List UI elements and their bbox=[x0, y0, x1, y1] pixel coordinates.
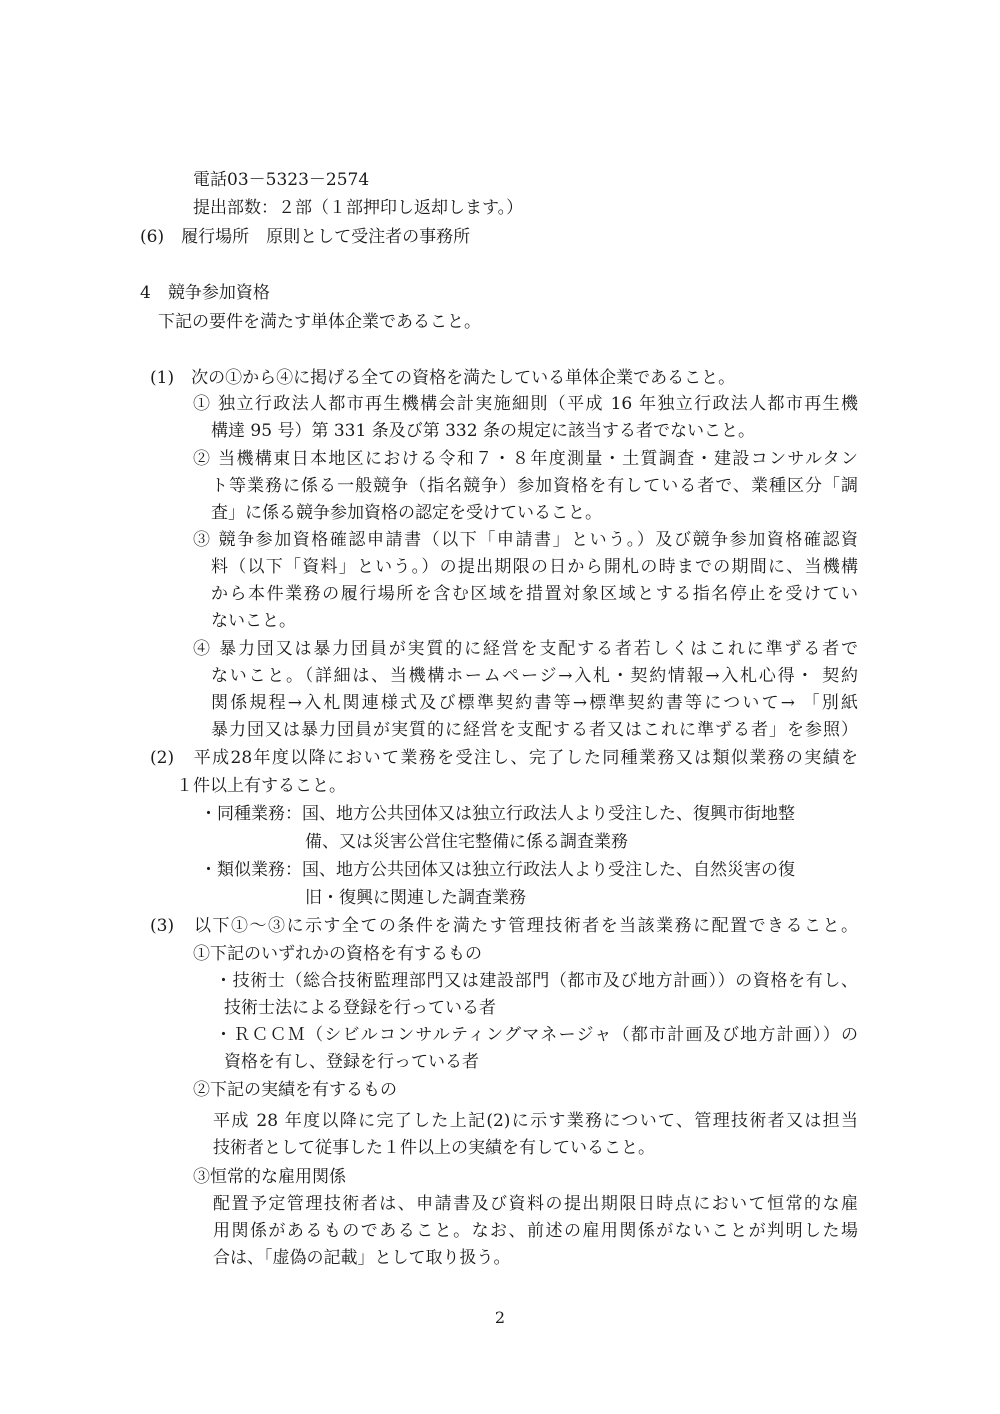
similar-work: 旧・復興に関連した調査業務 bbox=[305, 888, 526, 908]
item-1-3-line: ないこと。 bbox=[211, 611, 296, 631]
item-1-heading: (1) 次の①から④に掲げる全ての資格を満たしている単体企業であること。 bbox=[150, 368, 736, 388]
item-1-3-line: ③ 競争参加資格確認申請書（以下「申請書」という。）及び競争参加資格確認資 bbox=[193, 530, 858, 550]
item-1-4-line: ないこと。（詳細は、当機構ホームページ→入札・契約情報→入札心得・ 契約 bbox=[211, 666, 858, 686]
page-number: 2 bbox=[494, 1308, 506, 1327]
item-3-2-heading: ②下記の実績を有するもの bbox=[193, 1080, 397, 1100]
item-1-3-line: から本件業務の履行場所を含む区域を措置対象区域とする指名停止を受けてい bbox=[211, 584, 858, 604]
item-2-line: １件以上有すること。 bbox=[176, 776, 346, 796]
item-3-3-heading: ③恒常的な雇用関係 bbox=[193, 1167, 346, 1187]
phone-line: 電話03－5323－2574 bbox=[193, 170, 370, 190]
same-type-work: 備、又は災害公営住宅整備に係る調査業務 bbox=[305, 832, 628, 852]
similar-work: ・類似業務：国、地方公共団体又は独立行政法人より受注した、自然災害の復 bbox=[200, 860, 795, 880]
item-2-heading: (2) 平成28年度以降において業務を受注し、完了した同種業務又は類似業務の実績を bbox=[150, 748, 858, 768]
item-3-3-line: 用関係があるものであること。なお、前述の雇用関係がないことが判明した場 bbox=[213, 1221, 858, 1241]
copies-line: 提出部数：２部（１部押印し返却します。） bbox=[193, 198, 524, 218]
item-1-2-line: ト等業務に係る一般競争（指名競争）参加資格を有している者で、業種区分「調 bbox=[211, 476, 858, 496]
item-1-1-line: 構達 95 号）第 331 条及び第 332 条の規定に該当する者でないこと。 bbox=[211, 421, 755, 441]
qualification-line: ・技術士（総合技術監理部門又は建設部門（都市及び地方計画））の資格を有し、 bbox=[215, 971, 858, 991]
item-3-3-line: 合は、「虚偽の記載」として取り扱う。 bbox=[213, 1248, 511, 1268]
section-3-6-heading: (6) 履行場所 原則として受注者の事務所 bbox=[140, 227, 471, 247]
item-1-2-line: ② 当機構東日本地区における令和７・８年度測量・土質調査・建設コンサルタン bbox=[193, 449, 858, 469]
item-3-heading: (3) 以下①～③に示す全ての条件を満たす管理技術者を当該業務に配置できること。 bbox=[150, 916, 858, 936]
item-3-2-line: 技術者として従事した１件以上の実績を有していること。 bbox=[213, 1138, 655, 1158]
qualification-line: 資格を有し、登録を行っている者 bbox=[224, 1052, 479, 1072]
item-1-2-line: 査」に係る競争参加資格の認定を受けていること。 bbox=[211, 503, 602, 523]
item-1-4-line: ④ 暴力団又は暴力団員が実質的に経営を支配する者若しくはこれに準ずる者で bbox=[193, 639, 858, 659]
same-type-work: ・同種業務：国、地方公共団体又は独立行政法人より受注した、復興市街地整 bbox=[200, 804, 795, 824]
item-1-4-line: 暴力団又は暴力団員が実質的に経営を支配する者又はこれに準ずる者」を参照） bbox=[211, 720, 858, 740]
qualification-line: ・ＲＣＣＭ（シビルコンサルティングマネージャ（都市計画及び地方計画））の bbox=[215, 1025, 858, 1045]
section-4-heading: 4 競争参加資格 bbox=[140, 283, 270, 303]
item-1-4-line: 関係規程→入札関連様式及び標準契約書等→標準契約書等について→ 「別紙 bbox=[211, 693, 858, 713]
item-1-3-line: 料（以下「資料」という。）の提出期限の日から開札の時までの期間に、当機構 bbox=[211, 557, 858, 577]
qualification-line: 技術士法による登録を行っている者 bbox=[224, 998, 496, 1018]
item-1-1-line: ① 独立行政法人都市再生機構会計実施細則（平成 16 年独立行政法人都市再生機 bbox=[193, 394, 858, 414]
item-3-2-line: 平成 28 年度以降に完了した上記(2)に示す業務について、管理技術者又は担当 bbox=[213, 1111, 858, 1131]
section-4-intro: 下記の要件を満たす単体企業であること。 bbox=[158, 312, 481, 332]
item-3-3-line: 配置予定管理技術者は、申請書及び資料の提出期限日時点において恒常的な雇 bbox=[213, 1194, 858, 1214]
item-3-1-heading: ①下記のいずれかの資格を有するもの bbox=[193, 944, 482, 964]
